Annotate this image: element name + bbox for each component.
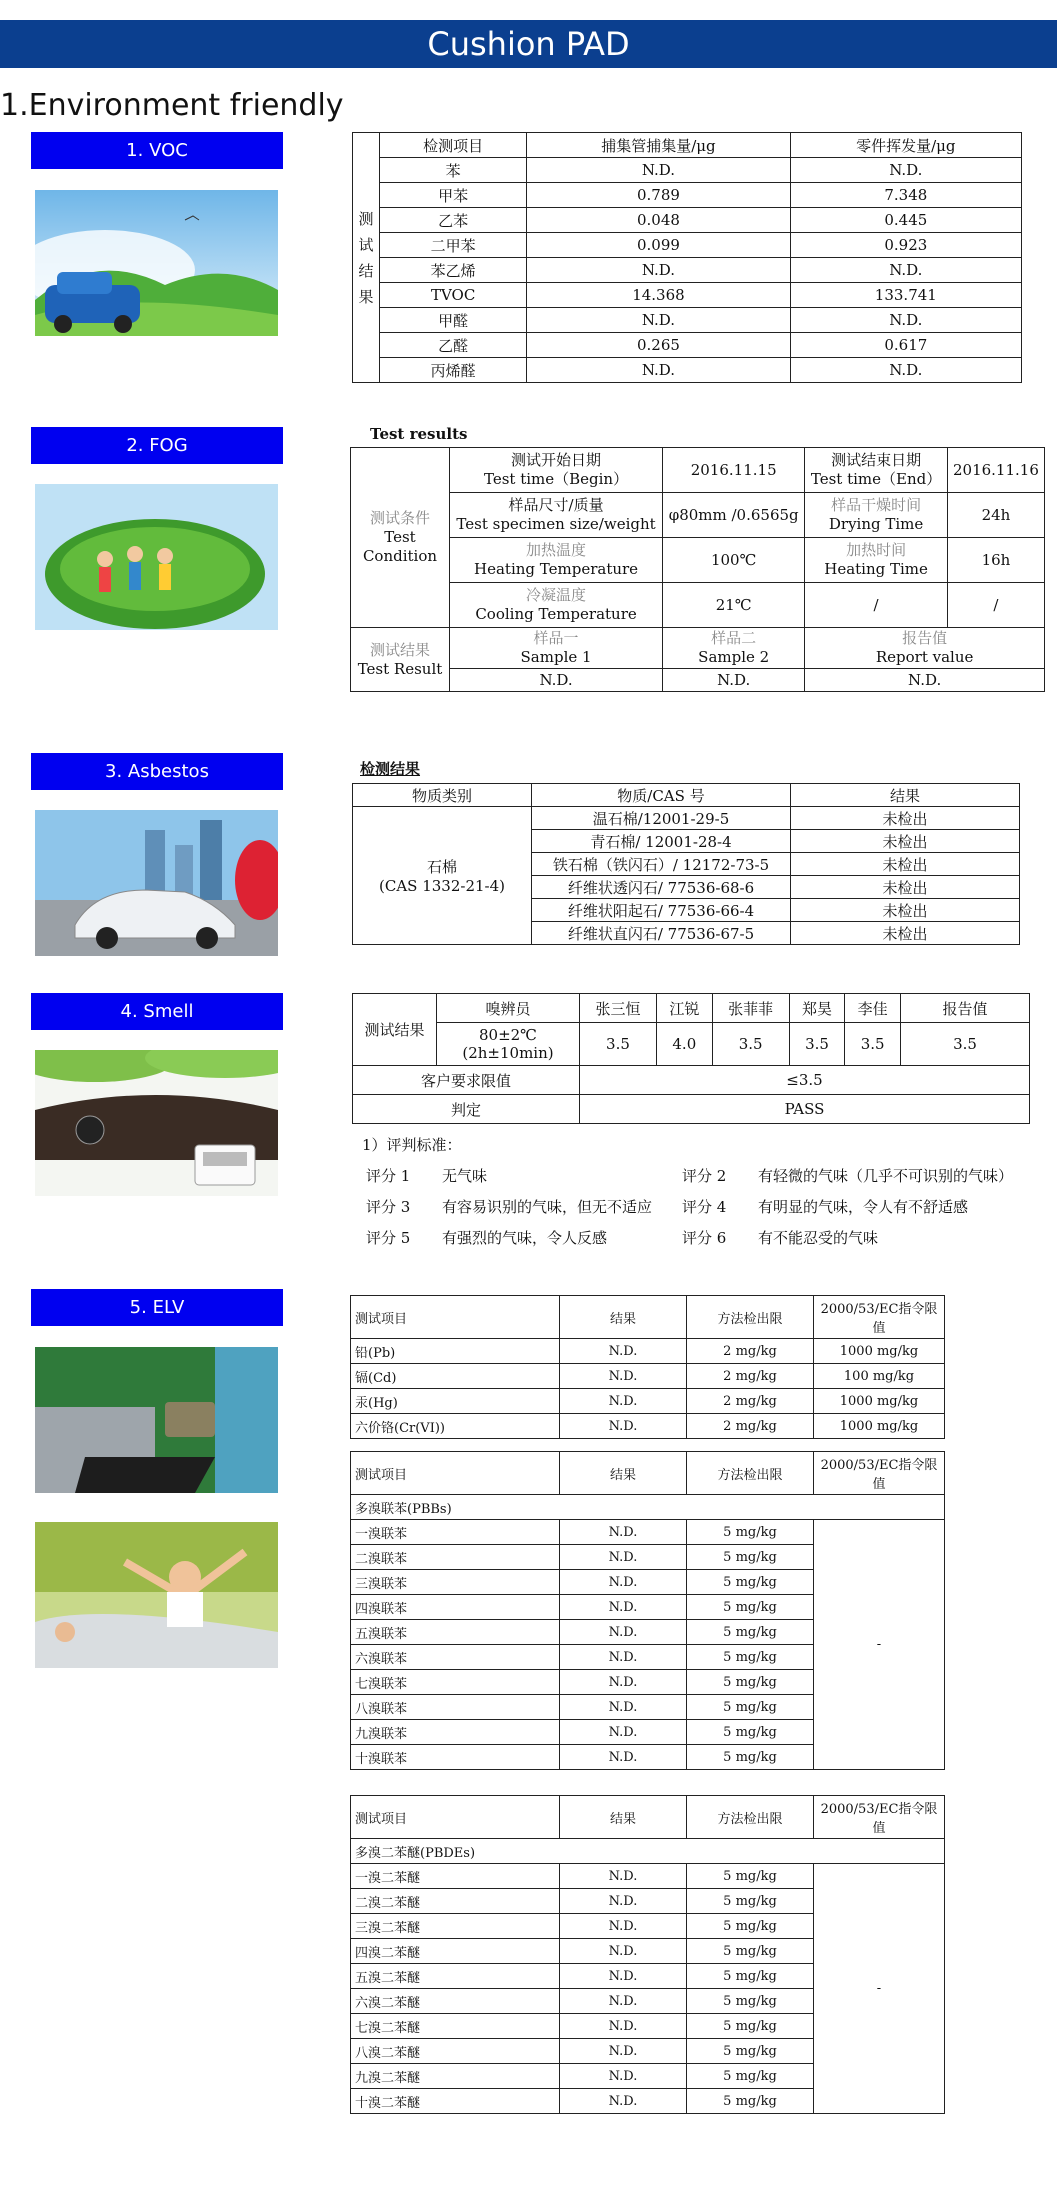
smell-header-1: 张三恒	[579, 994, 656, 1023]
elv-item: 四溴二苯醚	[351, 1939, 560, 1964]
elv-mdl: 5 mg/kg	[687, 1570, 814, 1595]
voc-cell-item: 乙醛	[380, 333, 527, 358]
elv-result: N.D.	[560, 1720, 687, 1745]
voc-cell-capture: 0.265	[527, 333, 790, 358]
elv-mdl: 5 mg/kg	[687, 1695, 814, 1720]
asbestos-result: 未检出	[791, 853, 1020, 876]
voc-cell-emission: 0.445	[790, 208, 1021, 233]
fog-sample1-value: N.D.	[450, 669, 663, 692]
elv-result: N.D.	[560, 1570, 687, 1595]
fog-slash-2: /	[947, 583, 1044, 628]
fog-sample2-value: N.D.	[663, 669, 805, 692]
elv-mdl: 2 mg/kg	[687, 1414, 814, 1439]
elv-row	[351, 1339, 945, 1364]
elv-pbb-table	[350, 1451, 945, 1770]
voc-cell-emission: 0.923	[790, 233, 1021, 258]
fog-heat-label: 加热温度 Heating Temperature	[450, 538, 663, 583]
elv-header-result: 结果	[560, 1452, 687, 1495]
voc-cell-capture: 0.048	[527, 208, 790, 233]
elv-header-item: 测试项目	[351, 1796, 560, 1839]
elv-mdl: 2 mg/kg	[687, 1364, 814, 1389]
car-forest-image	[35, 1347, 278, 1493]
elv-result: N.D.	[560, 1620, 687, 1645]
voc-cell-emission: N.D.	[790, 158, 1021, 183]
elv-limit: 1000 mg/kg	[814, 1414, 945, 1439]
elv-result: N.D.	[560, 1339, 687, 1364]
elv-item: 九溴二苯醚	[351, 2064, 560, 2089]
voc-cell-emission: N.D.	[790, 258, 1021, 283]
smell-limit-value: ≤3.5	[579, 1066, 1029, 1095]
asbestos-substance: 纤维状透闪石/ 77536-68-6	[532, 876, 791, 899]
asbestos-caption: 检测结果	[360, 760, 421, 778]
asbestos-substance: 纤维状阳起石/ 77536-66-4	[532, 899, 791, 922]
voc-cell-item: TVOC	[380, 283, 527, 308]
elv-row	[351, 1520, 945, 1545]
elv-item: 一溴联苯	[351, 1520, 560, 1545]
elv-item: 二溴联苯	[351, 1545, 560, 1570]
voc-row	[353, 183, 1022, 208]
fog-cool-label: 冷凝温度 Cooling Temperature	[450, 583, 663, 628]
asbestos-result: 未检出	[791, 922, 1020, 945]
elv-mdl: 5 mg/kg	[687, 1864, 814, 1889]
asbestos-result: 未检出	[791, 899, 1020, 922]
elv-mdl: 2 mg/kg	[687, 1389, 814, 1414]
fog-cool-value: 21℃	[663, 583, 805, 628]
label-voc: 1. VOC	[31, 132, 283, 169]
child-car-window-image	[35, 1522, 278, 1668]
elv-item: 十溴二苯醚	[351, 2089, 560, 2114]
smell-value-2: 4.0	[657, 1023, 713, 1066]
fog-condition-label: 测试条件 Test Condition	[351, 448, 450, 628]
asbestos-substance: 温石棉/12001-29-5	[532, 807, 791, 830]
fog-dry-value: 24h	[947, 493, 1044, 538]
voc-cell-item: 二甲苯	[380, 233, 527, 258]
elv-mdl: 5 mg/kg	[687, 1545, 814, 1570]
elv-item: 六价铬(Cr(VI))	[351, 1414, 560, 1439]
label-fog: 2. FOG	[31, 427, 283, 464]
elv-mdl: 5 mg/kg	[687, 1889, 814, 1914]
smell-header-4: 郑昊	[789, 994, 845, 1023]
asbestos-result: 未检出	[791, 807, 1020, 830]
voc-cell-item: 苯	[380, 158, 527, 183]
voc-cell-capture: N.D.	[527, 258, 790, 283]
asbestos-result: 未检出	[791, 830, 1020, 853]
voc-row	[353, 233, 1022, 258]
smell-report-value: 3.5	[901, 1023, 1030, 1066]
asbestos-result: 未检出	[791, 876, 1020, 899]
voc-row	[353, 333, 1022, 358]
elv-mdl: 5 mg/kg	[687, 1595, 814, 1620]
elv-pbb-group: 多溴联苯(PBBs)	[351, 1495, 945, 1520]
fog-begin-label: 测试开始日期 Test time（Begin）	[450, 448, 663, 493]
fog-htime-label: 加热时间 Heating Time	[805, 538, 948, 583]
elv-item: 三溴二苯醚	[351, 1914, 560, 1939]
elv-result: N.D.	[560, 1864, 687, 1889]
elv-item: 八溴联苯	[351, 1695, 560, 1720]
elv-item: 七溴二苯醚	[351, 2014, 560, 2039]
elv-item: 三溴联苯	[351, 1570, 560, 1595]
smell-header-6: 报告值	[901, 994, 1030, 1023]
elv-result: N.D.	[560, 1389, 687, 1414]
voc-side-label: 测 试 结 果	[353, 133, 380, 383]
voc-row	[353, 208, 1022, 233]
smell-condition: 80±2℃ (2h±10min)	[437, 1023, 580, 1066]
voc-cell-item: 丙烯醛	[380, 358, 527, 383]
elv-pbde-table	[350, 1795, 945, 2114]
voc-header-emission: 零件挥发量/μg	[790, 133, 1021, 158]
fog-heat-value: 100℃	[663, 538, 805, 583]
fog-dry-label: 样品干燥时间 Drying Time	[805, 493, 948, 538]
elv-item: 六溴联苯	[351, 1645, 560, 1670]
smell-verdict-value: PASS	[579, 1095, 1029, 1124]
elv-limit: 1000 mg/kg	[814, 1389, 945, 1414]
fog-size-label: 样品尺寸/质量 Test specimen size/weight	[450, 493, 663, 538]
elv-item: 七溴联苯	[351, 1670, 560, 1695]
elv-limit: -	[814, 1520, 945, 1770]
elv-row	[351, 1364, 945, 1389]
fog-caption: Test results	[370, 425, 468, 443]
elv-limit: 100 mg/kg	[814, 1364, 945, 1389]
fog-end-value: 2016.11.16	[947, 448, 1044, 493]
elv-result: N.D.	[560, 1939, 687, 1964]
elv-item: 五溴联苯	[351, 1620, 560, 1645]
elv-header-item: 测试项目	[351, 1452, 560, 1495]
smell-standard-title: 1）评判标准：	[362, 1136, 462, 1154]
smell-header-2: 江锐	[657, 994, 713, 1023]
elv-mdl: 5 mg/kg	[687, 2014, 814, 2039]
fog-table	[350, 425, 1045, 692]
elv-header-mdl: 方法检出限	[687, 1452, 814, 1495]
page-header	[0, 20, 1057, 68]
elv-item: 五溴二苯醚	[351, 1964, 560, 1989]
fog-slash-1: /	[805, 583, 948, 628]
fog-result-label: 测试结果 Test Result	[351, 628, 450, 692]
voc-cell-emission: N.D.	[790, 358, 1021, 383]
elv-result: N.D.	[560, 1964, 687, 1989]
elv-limit: -	[814, 1864, 945, 2114]
elv-metals-table	[350, 1295, 945, 1439]
elv-row	[351, 1414, 945, 1439]
label-asbestos: 3. Asbestos	[31, 753, 283, 790]
page-title: Cushion PAD	[427, 25, 630, 63]
voc-row	[353, 258, 1022, 283]
asbestos-row	[353, 807, 1020, 830]
elv-mdl: 2 mg/kg	[687, 1339, 814, 1364]
elv-pbde-group: 多溴二苯醚(PBDEs)	[351, 1839, 945, 1864]
elv-result: N.D.	[560, 1745, 687, 1770]
asbestos-header-substance: 物质/CAS 号	[532, 784, 791, 807]
voc-cell-capture: 0.099	[527, 233, 790, 258]
elv-result: N.D.	[560, 1414, 687, 1439]
elv-result: N.D.	[560, 1695, 687, 1720]
elv-limit: 1000 mg/kg	[814, 1339, 945, 1364]
family-leaf-image	[35, 484, 278, 630]
voc-cell-emission: 0.617	[790, 333, 1021, 358]
elv-result: N.D.	[560, 1914, 687, 1939]
asbestos-header-category: 物质类别	[353, 784, 532, 807]
fog-sample1-label: 样品一 Sample 1	[450, 628, 663, 669]
elv-mdl: 5 mg/kg	[687, 1620, 814, 1645]
elv-header-result: 结果	[560, 1796, 687, 1839]
elv-result: N.D.	[560, 1520, 687, 1545]
elv-mdl: 5 mg/kg	[687, 1720, 814, 1745]
elv-item: 汞(Hg)	[351, 1389, 560, 1414]
voc-cell-item: 甲醛	[380, 308, 527, 333]
smell-header-5: 李佳	[845, 994, 901, 1023]
voc-cell-capture: N.D.	[527, 358, 790, 383]
asbestos-table	[352, 758, 1020, 945]
smell-rating-standard	[352, 1130, 1030, 1254]
smell-value-3: 3.5	[712, 1023, 789, 1066]
elv-item: 镉(Cd)	[351, 1364, 560, 1389]
elv-item: 铅(Pb)	[351, 1339, 560, 1364]
label-smell: 4. Smell	[31, 993, 283, 1030]
elv-mdl: 5 mg/kg	[687, 1645, 814, 1670]
elv-result: N.D.	[560, 1989, 687, 2014]
voc-cell-item: 乙苯	[380, 208, 527, 233]
elv-mdl: 5 mg/kg	[687, 1745, 814, 1770]
voc-cell-capture: 14.368	[527, 283, 790, 308]
asbestos-substance: 铁石棉（铁闪石）/ 12172-73-5	[532, 853, 791, 876]
asbestos-header-result: 结果	[791, 784, 1020, 807]
elv-header-result: 结果	[560, 1296, 687, 1339]
elv-item: 六溴二苯醚	[351, 1989, 560, 2014]
car-interior-purifier-image	[35, 1050, 278, 1196]
smell-rating-row: 评分 3 有容易识别的气味，但无不适应 评分 4 有明显的气味，令人有不舒适感	[366, 1198, 969, 1216]
smell-result-label: 测试结果	[353, 994, 437, 1066]
elv-mdl: 5 mg/kg	[687, 2039, 814, 2064]
smell-header-0: 嗅辨员	[437, 994, 580, 1023]
fog-size-value: φ80mm /0.6565g	[663, 493, 805, 538]
voc-cell-item: 苯乙烯	[380, 258, 527, 283]
elv-result: N.D.	[560, 1645, 687, 1670]
elv-result: N.D.	[560, 1889, 687, 1914]
smell-limit-label: 客户要求限值	[353, 1066, 580, 1095]
voc-row	[353, 308, 1022, 333]
elv-header-limit: 2000/53/EC指令限值	[814, 1452, 945, 1495]
fog-report-value: N.D.	[805, 669, 1045, 692]
elv-header-mdl: 方法检出限	[687, 1796, 814, 1839]
label-elv: 5. ELV	[31, 1289, 283, 1326]
voc-cell-item: 甲苯	[380, 183, 527, 208]
smell-value-1: 3.5	[579, 1023, 656, 1066]
section-title: 1.Environment friendly	[0, 88, 344, 123]
voc-table	[352, 132, 1022, 383]
elv-header-item: 测试项目	[351, 1296, 560, 1339]
smell-verdict-label: 判定	[353, 1095, 580, 1124]
elv-mdl: 5 mg/kg	[687, 1520, 814, 1545]
elv-result: N.D.	[560, 1364, 687, 1389]
voc-row	[353, 358, 1022, 383]
elv-item: 四溴联苯	[351, 1595, 560, 1620]
elv-item: 八溴二苯醚	[351, 2039, 560, 2064]
elv-mdl: 5 mg/kg	[687, 1939, 814, 1964]
white-car-city-image	[35, 810, 278, 956]
fog-htime-value: 16h	[947, 538, 1044, 583]
voc-cell-emission: 133.741	[790, 283, 1021, 308]
voc-cell-capture: N.D.	[527, 158, 790, 183]
smell-value-4: 3.5	[789, 1023, 845, 1066]
elv-mdl: 5 mg/kg	[687, 2064, 814, 2089]
asbestos-substance: 青石棉/ 12001-28-4	[532, 830, 791, 853]
smell-rating-row: 评分 1 无气味 评分 2 有轻微的气味（几乎不可识别的气味）	[366, 1167, 1014, 1185]
asbestos-substance: 纤维状直闪石/ 77536-67-5	[532, 922, 791, 945]
elv-item: 一溴二苯醚	[351, 1864, 560, 1889]
voc-cell-emission: N.D.	[790, 308, 1021, 333]
elv-item: 九溴联苯	[351, 1720, 560, 1745]
elv-item: 二溴二苯醚	[351, 1889, 560, 1914]
fog-report-label: 报告值 Report value	[805, 628, 1045, 669]
voc-cell-capture: 0.789	[527, 183, 790, 208]
elv-result: N.D.	[560, 1595, 687, 1620]
elv-result: N.D.	[560, 2089, 687, 2114]
voc-header-item: 检测项目	[380, 133, 527, 158]
elv-item: 十溴联苯	[351, 1745, 560, 1770]
car-landscape-image	[35, 190, 278, 336]
elv-mdl: 5 mg/kg	[687, 1670, 814, 1695]
fog-end-label: 测试结束日期 Test time（End）	[805, 448, 948, 493]
elv-mdl: 5 mg/kg	[687, 2089, 814, 2114]
elv-mdl: 5 mg/kg	[687, 1914, 814, 1939]
smell-rating-row: 评分 5 有强烈的气味，令人反感 评分 6 有不能忍受的气味	[366, 1229, 879, 1247]
elv-result: N.D.	[560, 2064, 687, 2089]
elv-row	[351, 1389, 945, 1414]
elv-header-mdl: 方法检出限	[687, 1296, 814, 1339]
voc-header-capture: 捕集管捕集量/μg	[527, 133, 790, 158]
voc-row	[353, 283, 1022, 308]
elv-row	[351, 1864, 945, 1889]
voc-cell-emission: 7.348	[790, 183, 1021, 208]
fog-begin-value: 2016.11.15	[663, 448, 805, 493]
voc-row	[353, 158, 1022, 183]
asbestos-category: 石棉 (CAS 1332-21-4)	[353, 807, 532, 945]
elv-mdl: 5 mg/kg	[687, 1964, 814, 1989]
voc-cell-capture: N.D.	[527, 308, 790, 333]
smell-value-5: 3.5	[845, 1023, 901, 1066]
elv-result: N.D.	[560, 2014, 687, 2039]
smell-header-3: 张菲菲	[712, 994, 789, 1023]
elv-header-limit: 2000/53/EC指令限值	[814, 1796, 945, 1839]
elv-result: N.D.	[560, 2039, 687, 2064]
elv-mdl: 5 mg/kg	[687, 1989, 814, 2014]
elv-result: N.D.	[560, 1670, 687, 1695]
smell-table	[352, 993, 1030, 1254]
fog-sample2-label: 样品二 Sample 2	[663, 628, 805, 669]
elv-result: N.D.	[560, 1545, 687, 1570]
elv-header-limit: 2000/53/EC指令限值	[814, 1296, 945, 1339]
